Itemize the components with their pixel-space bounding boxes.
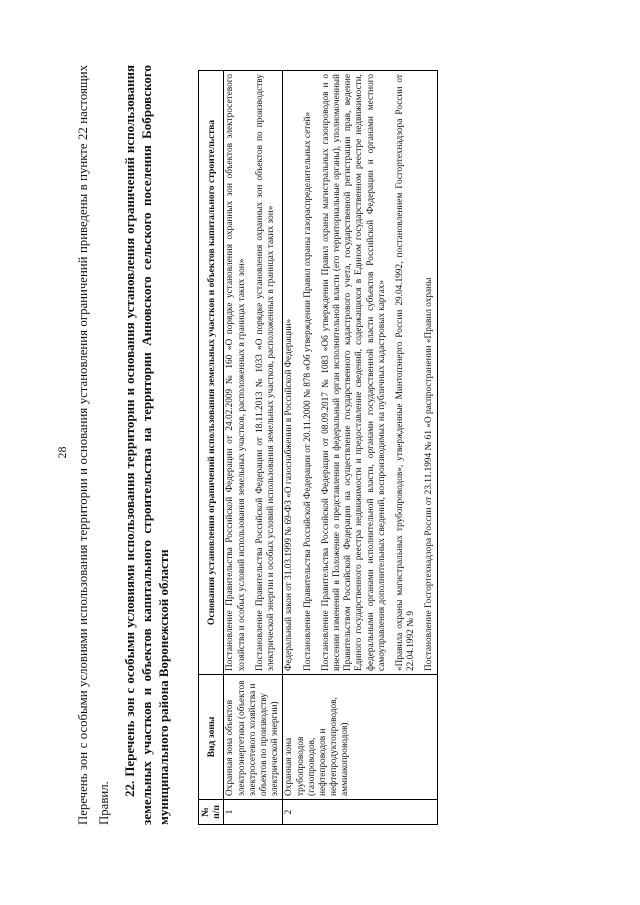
table-row [283,71,437,825]
row-basis [283,71,437,675]
row-zone-kind: Охранная зона трубопроводов (газопроводов, нефтепроводов и нефтепродуктопроводов, аммиакопроводов) [283,675,437,800]
row-basis [224,71,283,675]
intro-paragraph: Перечень зон с особыми условиями использования территории и основания установления ограничений приведены в пункте 22 настоящих Правил. [76,65,111,825]
basis-paragraph: «Правила охраны магистральных трубопроводов», утвержденные Минтопэнерго России 29.04.1992, постановлением Госгортехнадзора России от 22.04.1992 № 9 [395,74,417,671]
header-num: № п/п [199,800,224,825]
basis-paragraph: Федеральный закон от 31.03.1999 № 69-ФЗ «О газоснабжении в Российской Федерации» [284,318,295,671]
basis-paragraph: Постановление Госгортехнадзора России от 23.11.1994 № 61 «О распространении «Правил охраны [424,277,435,671]
basis-paragraph: Постановление Правительства Российской Федерации от 24.02.2009 № 160 «О порядке установления охранных зон объектов электросетевого хозяйства и особых условий использования земельных участков, расположенных в границах таких зон» [225,74,247,671]
zones-table [198,70,438,825]
row-num: 2 [283,800,437,825]
section-number: 22. [122,780,137,797]
basis-paragraph: Постановление Правительства Российской Федерации от 08.09.2017 № 1083 «Об утверждении Правил охраны магистральных газопроводов и о внесении изменений в Положение о представлении в федеральный орган исполнительной власти (его территориальные органы), уполномоченный Правительством Российской Федерации на осуществление государственного кадастрового учета, государственной регистрации прав, ведение Единого государственного реестра недвижимости и предоставление сведений, содержащихся в Едином государственном реестре недвижимости, федеральными органами исполнительной власти, органами государственной власти субъектов Российской Федерации и органами местного самоуправления дополнительных сведений, воспроизводимых на публичных кадастровых картах» [320,74,387,671]
table-row [224,71,283,825]
basis-paragraph: Постановление Правительства Российской Федерации от 18.11.2013 № 1033 «О порядке установления охранных зон объектов по производству электрической энергии и особых условий использования земельных участков, расположенных в границах таких зон» [254,74,277,671]
section-title: Перечень зон с особыми условиями использования территории и основания установления ограничений использования земельных участков и объектов капитального строительства на территории Анновского сельского поселения Бобровского муниципального района Воронежской области [122,64,171,825]
row-zone-kind: Охранная зона объектов электроэнергетики (объектов электросетевого хозяйства и объектов по производству электрической энергии) [224,675,283,800]
row-num: 1 [224,800,283,825]
table-header-row [199,71,224,825]
header-kind: Вид зоны [199,675,224,800]
page-number: 28 [55,446,69,459]
basis-paragraph: Постановление Правительства Российской Федерации от 20.11.2000 № 878 «Об утверждении Правил охраны газораспределительных сетей» [302,111,313,671]
header-basis: Основания установления ограничений использования земельных участков и объектов капитального строительства [199,71,224,675]
section-heading [121,65,172,825]
